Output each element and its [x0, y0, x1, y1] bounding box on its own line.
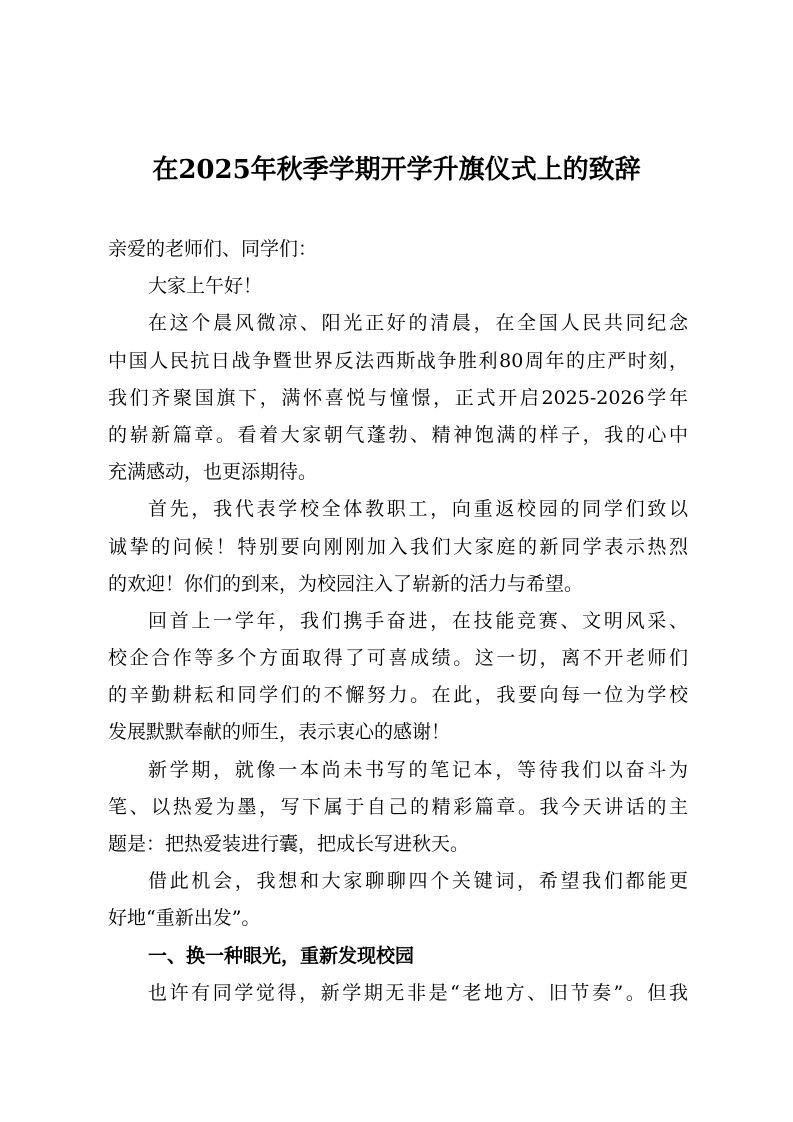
- paragraph-line: 大家上午好！: [148, 275, 263, 298]
- paragraph-line: 充满感动，也更添期待。: [108, 461, 318, 484]
- paragraph-line: 我们齐聚国旗下，满怀喜悦与憧憬，正式开启2025-2026学年: [108, 386, 688, 409]
- section-heading-line: 一、换一种眼光，重新发现校园: [148, 944, 415, 967]
- paragraph-line: 的欢迎！你们的到来，为校园注入了崭新的活力与希望。: [108, 572, 584, 595]
- paragraph-line: 题是：把热爱装进行囊，把成长写进秋天。: [108, 833, 470, 855]
- document-body: [108, 231, 688, 1012]
- paragraph-line: 笔、以热爱为墨，写下属于自己的精彩篇章。我今天讲话的主: [108, 795, 688, 818]
- paragraph-line: 好地“重新出发”。: [108, 907, 261, 930]
- paragraph-line: 的崭新篇章。看着大家朝气蓬勃、精神饱满的样子，我的心中: [108, 423, 688, 446]
- paragraph-line: 在这个晨风微凉、阳光正好的清晨，在全国人民共同纪念: [148, 312, 688, 335]
- paragraph-line: 的辛勤耕耘和同学们的不懈努力。在此，我要向每一位为学校: [108, 684, 688, 707]
- paragraph-line: 首先，我代表学校全体教职工，向重返校园的同学们致以: [148, 498, 688, 521]
- document-title: 在2025年秋季学期开学升旗仪式上的致辞: [152, 155, 641, 185]
- paragraph-line: 亲爱的老师们、同学们：: [108, 238, 318, 260]
- paragraph-line: 校企合作等多个方面取得了可喜成绩。这一切，离不开老师们: [108, 647, 688, 670]
- paragraph-line: 借此机会，我想和大家聊聊四个关键词，希望我们都能更: [148, 870, 688, 893]
- paragraph-line: 发展默默奉献的师生，表示衷心的感谢！: [108, 721, 451, 744]
- paragraph-line: 诚挚的问候！特别要向刚刚加入我们大家庭的新同学表示热烈: [108, 535, 688, 558]
- paragraph-line: 也许有同学觉得，新学期无非是“老地方、旧节奏”。但我: [148, 981, 688, 1004]
- paragraph-line: 中国人民抗日战争暨世界反法西斯战争胜利80周年的庄严时刻，: [108, 349, 688, 372]
- paragraph-line: 新学期，就像一本尚未书写的笔记本，等待我们以奋斗为: [148, 758, 688, 781]
- paragraph-line: 回首上一学年，我们携手奋进，在技能竞赛、文明风采、: [148, 609, 688, 632]
